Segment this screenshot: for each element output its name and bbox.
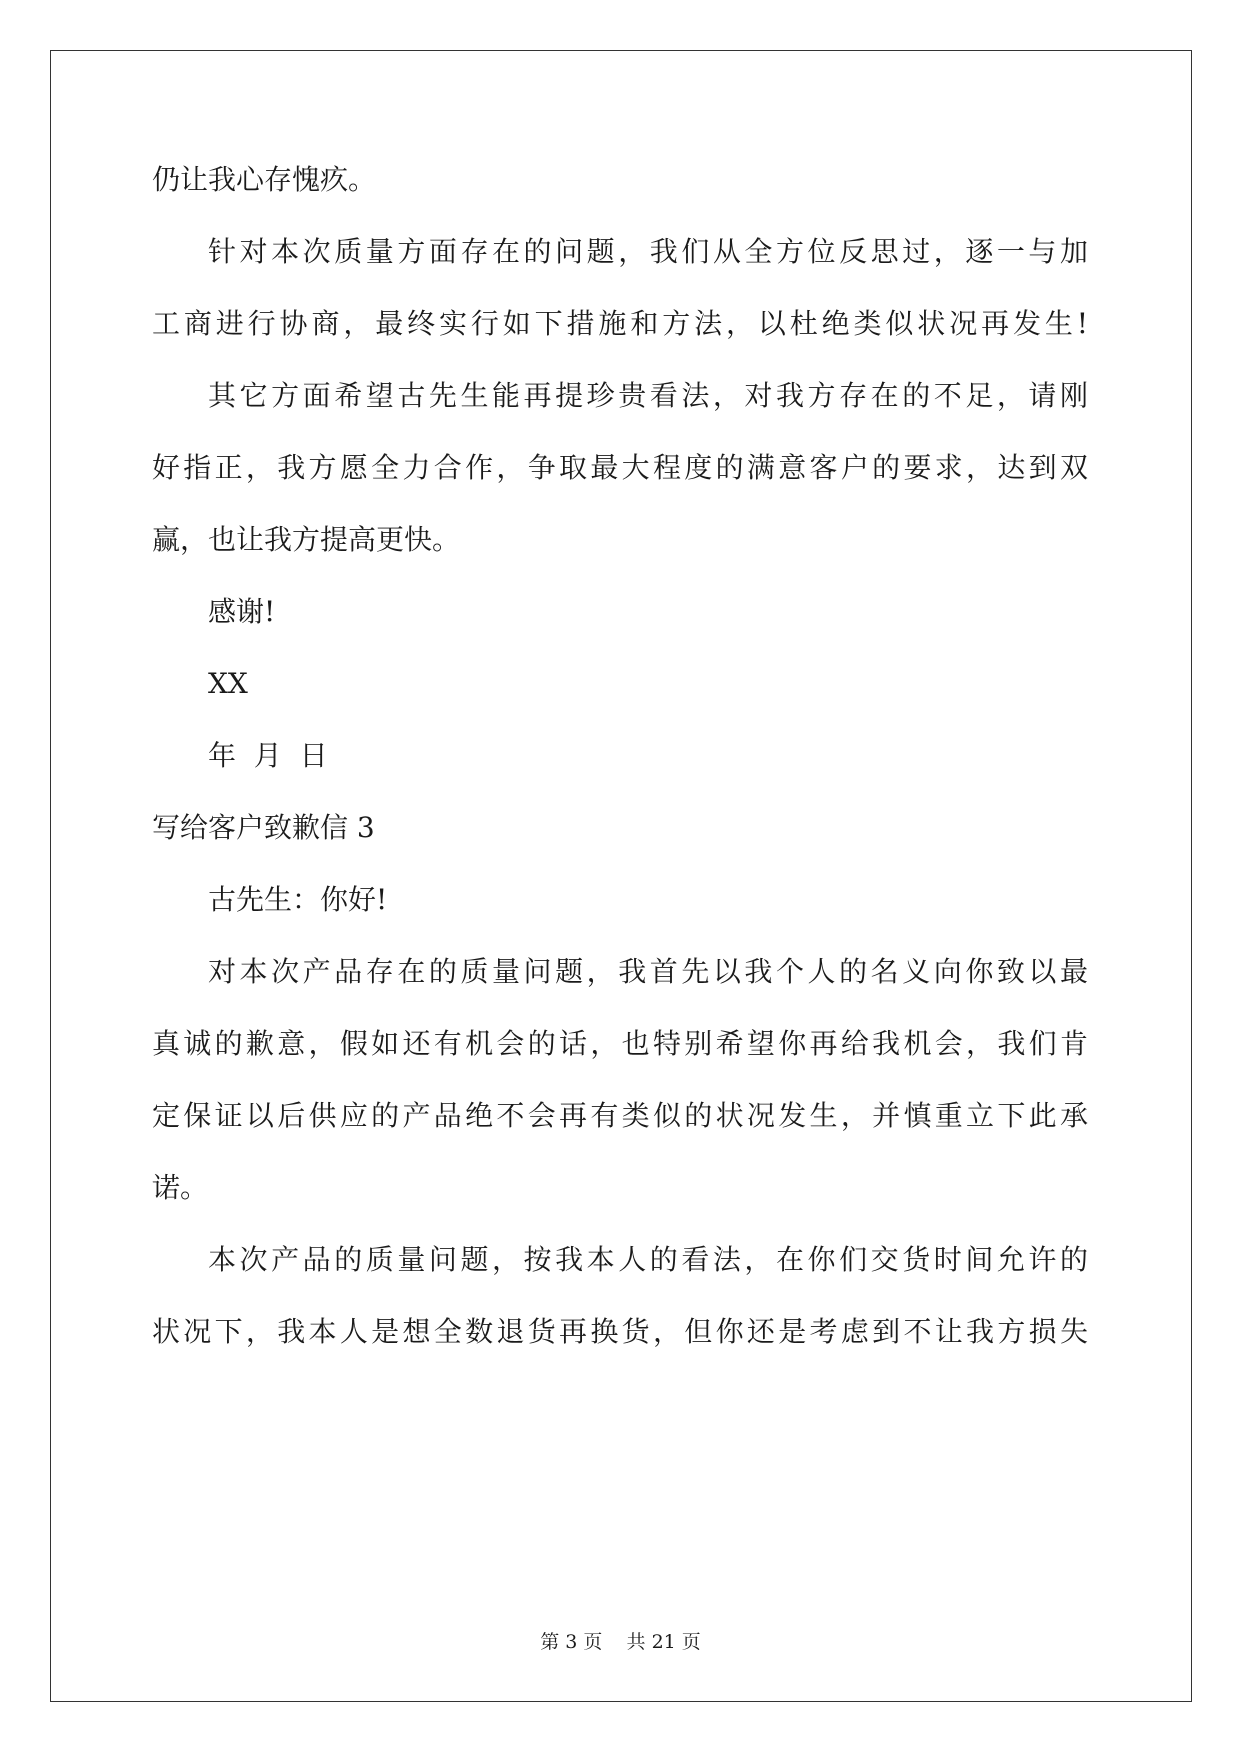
paragraph-line: 对本次产品存在的质量问题，我首先以我个人的名义向你致以最	[208, 955, 1088, 988]
paragraph-line: 本次产品的质量问题，按我本人的看法，在你们交货时间允许的	[208, 1243, 1088, 1276]
signature-date: 年 月 日	[208, 739, 328, 772]
paragraph-line: 针对本次质量方面存在的问题，我们从全方位反思过，逐一与加	[208, 235, 1088, 268]
salutation: 古先生：你好!	[208, 883, 388, 916]
paragraph-line: 工商进行协商，最终实行如下措施和方法，以杜绝类似状况再发生!	[152, 307, 1088, 340]
paragraph-line: 仍让我心存愧疚。	[152, 163, 377, 196]
page-number-footer: 第 3 页 共 21 页	[540, 1631, 701, 1653]
letter-heading: 写给客户致歉信 3	[152, 811, 375, 844]
paragraph-line: 定保证以后供应的产品绝不会再有类似的状况发生，并慎重立下此承	[152, 1099, 1088, 1132]
page-border	[50, 50, 1192, 1702]
paragraph-line: 其它方面希望古先生能再提珍贵看法，对我方存在的不足，请刚	[208, 379, 1088, 412]
paragraph-line: 好指正，我方愿全力合作，争取最大程度的满意客户的要求，达到双	[152, 451, 1088, 484]
paragraph-line: 诺。	[152, 1171, 209, 1204]
closing-thanks: 感谢!	[208, 595, 276, 628]
signature-name: XX	[208, 667, 248, 700]
paragraph-line: 状况下，我本人是想全数退货再换货，但你还是考虑到不让我方损失	[152, 1315, 1088, 1348]
paragraph-line: 真诚的歉意，假如还有机会的话，也特别希望你再给我机会，我们肯	[152, 1027, 1088, 1060]
paragraph-line: 赢，也让我方提高更快。	[152, 523, 461, 556]
